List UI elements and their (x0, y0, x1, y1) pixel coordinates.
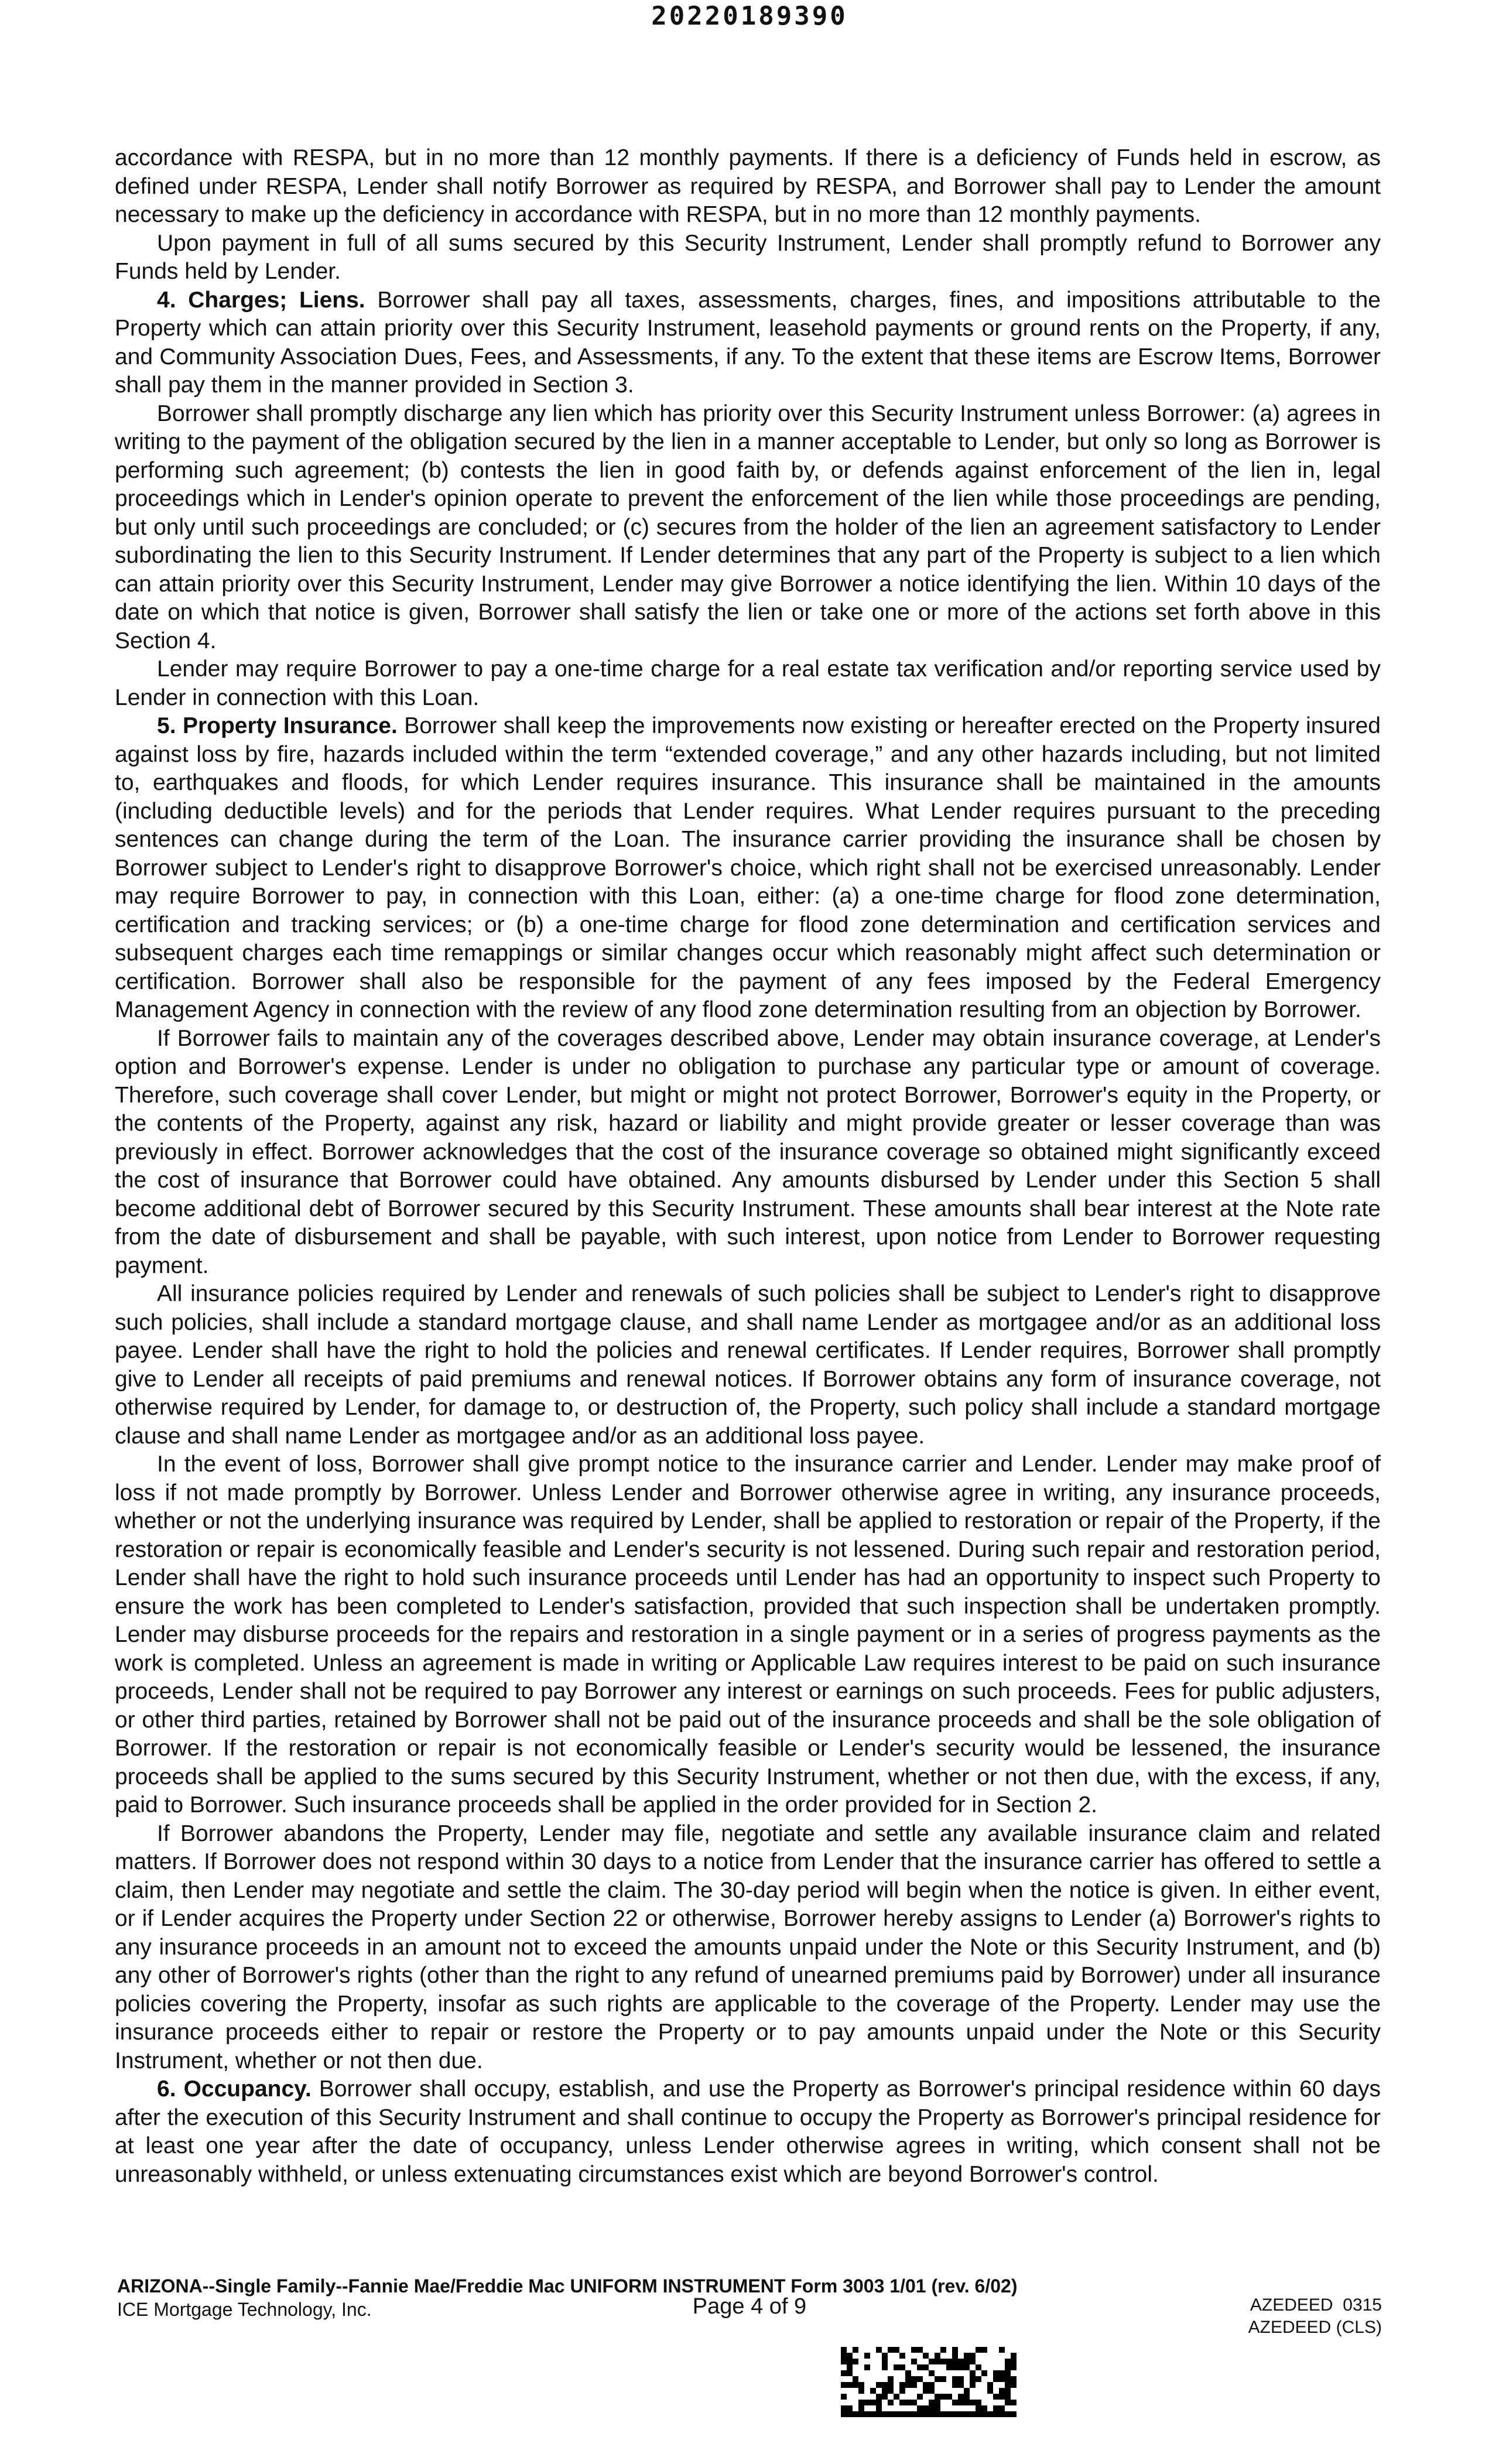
paragraph-text: In the event of loss, Borrower shall give prompt notice to the insurance carrier and Lender. Lender may make proof of loss if not made promptly by Borrower. Unless Lender and Borrower otherwise agree in writing, any insurance proceeds, whether or not the underlying insurance was required by Lender, shall be applied to restoration or repair of the Property, if the restoration or repair is economically feasible and Lender's security is not lessened. During such repair and restoration period, Lender shall have the right to hold such insurance proceeds until Lender has had an opportunity to inspect such Property to ensure the work has been completed to Lender's satisfaction, provided that such inspection shall be undertaken promptly. Lender may disburse proceeds for the repairs and restoration in a single payment or in a series of progress payments as the work is completed. Unless an agreement is made in writing or Applicable Law requires interest to be paid on such insurance proceeds, Lender shall not be required to pay Borrower any interest or earnings on such proceeds. Fees for public adjusters, or other third parties, retained by Borrower shall not be paid out of the insurance proceeds and shall be the sole obligation of Borrower. If the restoration or repair is not economically feasible or Lender's security would be lessened, the insurance proceeds shall be applied to the sums secured by this Security Instrument, whether or not then due, with the excess, if any, paid to Borrower. Such insurance proceeds shall be applied in the order provided for in Section 2. (115, 1452, 1381, 1818)
paragraph-text: Upon payment in full of all sums secured by this Security Instrument, Lender shall promptly refund to Borrower any Funds held by Lender. (115, 230, 1381, 284)
section-title: Charges; Liens. (188, 287, 365, 313)
section-number: 5. (157, 713, 176, 738)
form-code-cls: AZEDEED (CLS) (1248, 2318, 1382, 2337)
section-number: 4. (157, 287, 176, 313)
paragraph-escrow-deficiency (115, 144, 1381, 230)
paragraph-text: accordance with RESPA, but in no more than 12 monthly payments. If there is a deficiency of Funds held in escrow, as defined under RESPA, Lender shall notify Borrower as required by RESPA, and Borrower shall pay to Lender the amount necessary to make up the deficiency in accordance with RESPA, but in no more than 12 monthly payments. (115, 145, 1381, 227)
page-number: Page 4 of 9 (692, 2294, 807, 2319)
section-4-charges-liens (115, 286, 1381, 400)
form-code: AZEDEED 0315 (1250, 2295, 1382, 2315)
paragraph-text: Borrower shall promptly discharge any lien which has priority over this Security Instrument unless Borrower: (a) agrees in writing to the payment of the obligation secured by the lien in a manner acceptable to Lender, but only so long as Borrower is performing such agreement; (b) contests the lien in good faith by, or defends against enforcement of the lien in, legal proceedings which in Lender's opinion operate to prevent the enforcement of the lien while those proceedings are pending, but only until such proceedings are concluded; or (c) secures from the holder of the lien an agreement satisfactory to Lender subordinating the lien to this Security Instrument. If Lender determines that any part of the Property is subject to a lien which can attain priority over this Security Instrument, Lender may give Borrower a notice identifying the lien. Within 10 days of the date on which that notice is given, Borrower shall satisfy the lien or take one or more of the actions set forth above in this Section 4. (115, 401, 1381, 653)
paragraph-text: Borrower shall pay all taxes, assessments, charges, fines, and impositions attributable to the Property which can attain priority over this Security Instrument, leasehold payments or ground rents on the Property, if any, and Community Association Dues, Fees, and Assessments, if any. To the extent that these items are Escrow Items, Borrower shall pay them in the manner provided in Section 3. (115, 287, 1381, 398)
paragraph-abandonment (115, 1820, 1381, 2076)
paragraph-text: If Borrower abandons the Property, Lender may file, negotiate and settle any available insurance claim and related matters. If Borrower does not respond within 30 days to a notice from Lender that the insurance carrier has offered to settle a claim, then Lender may negotiate and settle the claim. The 30-day period will begin when the notice is given. In either event, or if Lender acquires the Property under Section 22 or otherwise, Borrower hereby assigns to Lender (a) Borrower's rights to any insurance proceeds in an amount not to exceed the amounts unpaid under the Note or this Security Instrument, and (b) any other of Borrower's rights (other than the right to any refund of unearned premiums paid by Borrower) under all insurance policies covering the Property, insofar as such rights are applicable to the coverage of the Property. Lender may use the insurance proceeds either to repair or restore the Property or to pay amounts unpaid under the Note or this Security Instrument, whether or not then due. (115, 1820, 1381, 2073)
footer-left (117, 2274, 1017, 2321)
paragraph-text: Borrower shall keep the improvements now existing or hereafter erected on the Property insured against loss by fire, hazards included within the term “extended coverage,” and any other hazards including, but not limited to, earthquakes and floods, for which Lender requires insurance. This insurance shall be maintained in the amounts (including deductible levels) and for the periods that Lender requires. What Lender requires pursuant to the preceding sentences can change during the term of the Loan. The insurance carrier providing the insurance shall be chosen by Borrower subject to Lender's right to disapprove Borrower's choice, which right shall not be exercised unreasonably. Lender may require Borrower to pay, in connection with this Loan, either: (a) a one-time charge for flood zone determination, certification and tracking services; or (b) a one-time charge for flood zone determination and certification services and subsequent charges each time remappings or similar changes occur which reasonably might affect such determination or certification. Borrower shall also be responsible for the payment of any fees imposed by the Federal Emergency Management Agency in connection with the review of any flood zone determination resulting from an objection by Borrower. (115, 713, 1381, 1022)
section-number: 6. (157, 2076, 176, 2102)
section-5-property-insurance (115, 712, 1381, 1025)
footer-codes (1248, 2294, 1382, 2339)
document-number: 20220189390 (651, 1, 848, 31)
paragraph-text: All insurance policies required by Lender and renewals of such policies shall be subject to Lender's right to disapprove such policies, shall include a standard mortgage clause, and shall name Lender as mortgagee and/or as an additional loss payee. Lender shall have the right to hold the policies and renewal certificates. If Lender requires, Borrower shall promptly give to Lender all receipts of paid premiums and renewal notices. If Borrower obtains any form of insurance coverage, not otherwise required by Lender, for damage to, or destruction of, the Property, such policy shall include a standard mortgage clause and shall name Lender as mortgagee and/or as an additional loss payee. (115, 1281, 1381, 1449)
document-body (115, 144, 1381, 2189)
paragraph-text: Lender may require Borrower to pay a one-time charge for a real estate tax verification and/or reporting service used by Lender in connection with this Loan. (115, 656, 1381, 710)
paragraph-lien-discharge (115, 400, 1381, 656)
paragraph-coverage-failure (115, 1025, 1381, 1281)
section-title: Occupancy. (183, 2076, 312, 2102)
paragraph-tax-verification (115, 655, 1381, 712)
paragraph-text: If Borrower fails to maintain any of the coverages described above, Lender may obtain insurance coverage, at Lender's option and Borrower's expense. Lender is under no obligation to purchase any particular type or amount of coverage. Therefore, such coverage shall cover Lender, but might or might not protect Borrower, Borrower's equity in the Property, or the contents of the Property, against any risk, hazard or liability and might provide greater or lesser coverage than was previously in effect. Borrower acknowledges that the cost of the insurance coverage so obtained might significantly exceed the cost of insurance that Borrower could have obtained. Any amounts disbursed by Lender under this Section 5 shall become additional debt of Borrower secured by this Security Instrument. These amounts shall bear interest at the Note rate from the date of disbursement and shall be payable, with such interest, upon notice from Lender to Borrower requesting payment. (115, 1025, 1381, 1278)
paragraph-event-of-loss (115, 1450, 1381, 1820)
section-title: Property Insurance. (182, 713, 398, 738)
section-6-occupancy (115, 2075, 1381, 2189)
form-title: ARIZONA--Single Family--Fannie Mae/Freddie Mac UNIFORM INSTRUMENT Form 3003 1/01 (rev. 6/02) (117, 2275, 1018, 2297)
paragraph-text: Borrower shall occupy, establish, and use the Property as Borrower's principal residence within 60 days after the execution of this Security Instrument and shall continue to occupy the Property as Borrower's principal residence for at least one year after the date of occupancy, unless Lender otherwise agrees in writing, which consent shall not be unreasonably withheld, or unless extenuating circumstances exist which are beyond Borrower's control. (115, 2076, 1381, 2187)
barcode-icon (841, 2347, 1017, 2417)
company-name: ICE Mortgage Technology, Inc. (117, 2299, 372, 2320)
paragraph-insurance-policies (115, 1280, 1381, 1450)
paragraph-refund (115, 230, 1381, 286)
